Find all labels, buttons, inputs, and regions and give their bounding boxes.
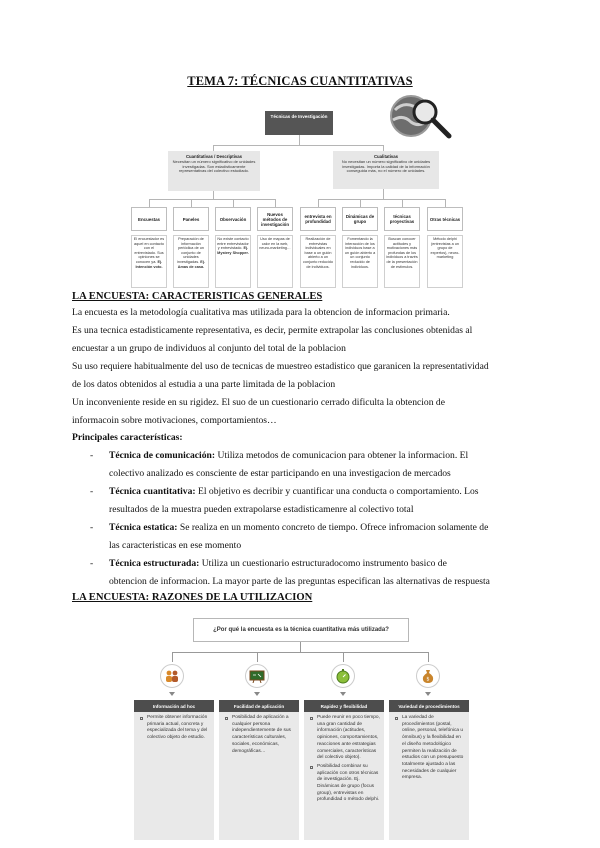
paragraph-line: Su uso requiere habitualmente del uso de tecnicas de muestreo estadistico que garanicen la representatividad — [72, 361, 489, 372]
paragraph-line: informacoin sobre motivaciones, comportamientos… — [72, 415, 277, 426]
arrow-down-icon — [340, 692, 346, 696]
bullet-item: Técnica de comunicación: Utiliza metodos de comunicacion para obtener la informacion. El — [109, 450, 469, 461]
arrow-down-icon — [425, 692, 431, 696]
page-title: TEMA 7: TÉCNICAS CUANTITATIVAS — [187, 74, 413, 88]
paragraph-line: encuestar a un grupo de individuos al conjunto del total de la poblacion — [72, 343, 346, 354]
quantitative-title: Cuantitativas / Descriptivas — [185, 154, 243, 159]
column-item: Posibilidad de aplicación a cualquier persona independientemente de sus características culturales, sociales, económicas, demográficas… — [232, 715, 295, 755]
paragraph-line: Un inconveniente reside en su rigidez. El suo de un cuestionario cerrado dificulta la obtencion de — [72, 397, 445, 408]
category-nuevos-metodos: Nuevos métodos de investigación — [257, 207, 293, 231]
quantitative-desc: Necesitan un número significativo de unidades investigadas. Son estadísticamente representativas del colectivo estudiado. — [172, 158, 256, 174]
qualitative-group — [333, 151, 439, 189]
category-paneles-desc: Preparación de información periódica de un conjunto de unidades investigadas. Ej. Amas de casa. — [173, 235, 209, 288]
bullet-dash: - — [90, 522, 94, 533]
qualitative-title: Cualitativas — [373, 154, 399, 159]
column-body-rapidez — [304, 712, 384, 840]
reasons-question: ¿Por qué la encuesta es la técnica cuantitativa más utilizada? — [193, 618, 409, 642]
category-dinamicas: Dinámicas de grupo — [342, 207, 378, 231]
section1-heading: LA ENCUESTA: CARACTERISTICAS GENERALES — [72, 291, 323, 302]
globe-magnifier-icon — [383, 92, 453, 142]
column-title: Rapidez y flexibilidad — [304, 700, 384, 712]
svg-text:$: $ — [426, 676, 430, 683]
characteristics-subheading: Principales características: — [72, 432, 183, 443]
stopwatch-icon — [331, 664, 355, 688]
paragraph-line: La encuesta es la metodología cualitativa mas utilizada para la obtencion de informacion primaria. — [72, 307, 450, 318]
category-entrevista: entrevista en profundidad — [300, 207, 336, 231]
column-title: Información ad hoc — [134, 700, 214, 712]
category-entrevista-desc: Realización de entrevistas individuales en base a un guión abierto a un conjunto reducido de individuos. — [300, 235, 336, 288]
diagram-root: Técnicas de Investigación — [265, 111, 333, 135]
bullet-dash: - — [90, 486, 94, 497]
bullet-item-cont: las caracteristicas en ese momento — [109, 540, 242, 551]
category-dinamicas-desc: Fomentando la interacción de los individuos base a un guión abierto a un conjunto reducido de individuos. — [342, 235, 378, 288]
bullet-item: Técnica estructurada: Utiliza un cuestionario estructuradocomo instrumento basico de — [109, 558, 447, 569]
column-title: Variedad de procedimientos — [389, 700, 469, 712]
category-proyectivas: técnicas proyectivas — [384, 207, 420, 231]
money-bag-icon — [416, 664, 440, 688]
bullet-dash: - — [90, 558, 94, 569]
column-item: Puede reunir en poco tiempo, una gran cantidad de información (actitudes, opiniones, comportamientos, reacciones ante estrategias comerciales, características del colectivo objeto). — [317, 715, 380, 761]
bullet-item: Técnica estatica: Se realiza en un momento concreto de tiempo. Ofrece infromacion solamente de — [109, 522, 489, 533]
column-body-facilidad — [219, 712, 299, 840]
column-item: Permite obtener información primaria actual, concreta y especializada del tema y del colectivo objeto de estudio. — [147, 715, 210, 742]
bullet-item: Técnica cuantitativa: El objetivo es decribir y cuantificar una conducta o comportamiento. Los — [109, 486, 479, 497]
category-observacion: Observación — [215, 207, 251, 231]
category-otras: Otras técnicas — [427, 207, 463, 231]
paragraph-line: Es una tecnica estadisticamente representativa, es decir, permite extrapolar las conclusiones obtenidas al — [72, 325, 473, 336]
arrow-down-icon — [169, 692, 175, 696]
bullet-dash: - — [90, 450, 94, 461]
column-body-ad-hoc — [134, 712, 214, 840]
column-title: Facilidad de aplicación — [219, 700, 299, 712]
bullet-item-cont: colectivo analizado es consciente de estar participando en una investigacion de mercados — [109, 468, 451, 479]
paragraph-line: de los datos obtenidos al estudia a una parte limitada de la poblacion — [72, 379, 336, 390]
category-encuestas: Encuestas — [131, 207, 167, 231]
bullet-item-cont: obtencion de informacion. La mayor parte de las preguntas especifican las alternativas de respuesta — [109, 576, 490, 587]
bullet-item-cont: resultados de la muestra pueden extrapolarse estadisticamenre al colectivo total — [109, 504, 414, 515]
column-item: La variedad de procedimientos (postal, online, personal, telefónica u ómnibus) y la flexibilidad en el diseño metodológico permiten la realización de estudios con un presupuesto totalmente ajustado a las necesidades de cualquier empresa. — [402, 715, 464, 781]
category-paneles: Paneles — [173, 207, 209, 231]
arrow-down-icon — [254, 692, 260, 696]
column-item: Posibilidad combinar su aplicación con otros técnicas de investigación. Ej. Dinámicas de grupo (focus group), entrevistas en profundidad o método delphi. — [317, 763, 380, 803]
category-proyectivas-desc: Buscan conocer actitudes y motivaciones más profundas de los individuos a través de la presentación de estímulos. — [384, 235, 420, 288]
quantitative-group — [168, 151, 260, 191]
category-nuevos-metodos-desc: Uso de mapas de calor en la web, neuro-marketing… — [257, 235, 293, 288]
category-encuestas-desc: El encuestador es aquel en contacto con el entrevistado. Sus opiniones se conocen ya. Ej. Intención voto. — [131, 235, 167, 288]
section2-heading: LA ENCUESTA: RAZONES DE LA UTILIZACION — [72, 592, 313, 603]
chalkboard-icon — [245, 664, 269, 688]
category-otras-desc: Método delphi (entrevistas a un grupo de expertos), neuro-marketing — [427, 235, 463, 288]
people-icon — [160, 664, 184, 688]
category-observacion-desc: No existe contacto entre entrevistador y entrevistado. Ej. Mystery Shopper. — [215, 235, 251, 288]
column-body-variedad — [389, 712, 469, 840]
qualitative-desc: No necesitan un número significativo de unidades investigadas. Importa la calidad de la información conseguida más, no el número de unidades. — [341, 158, 431, 174]
